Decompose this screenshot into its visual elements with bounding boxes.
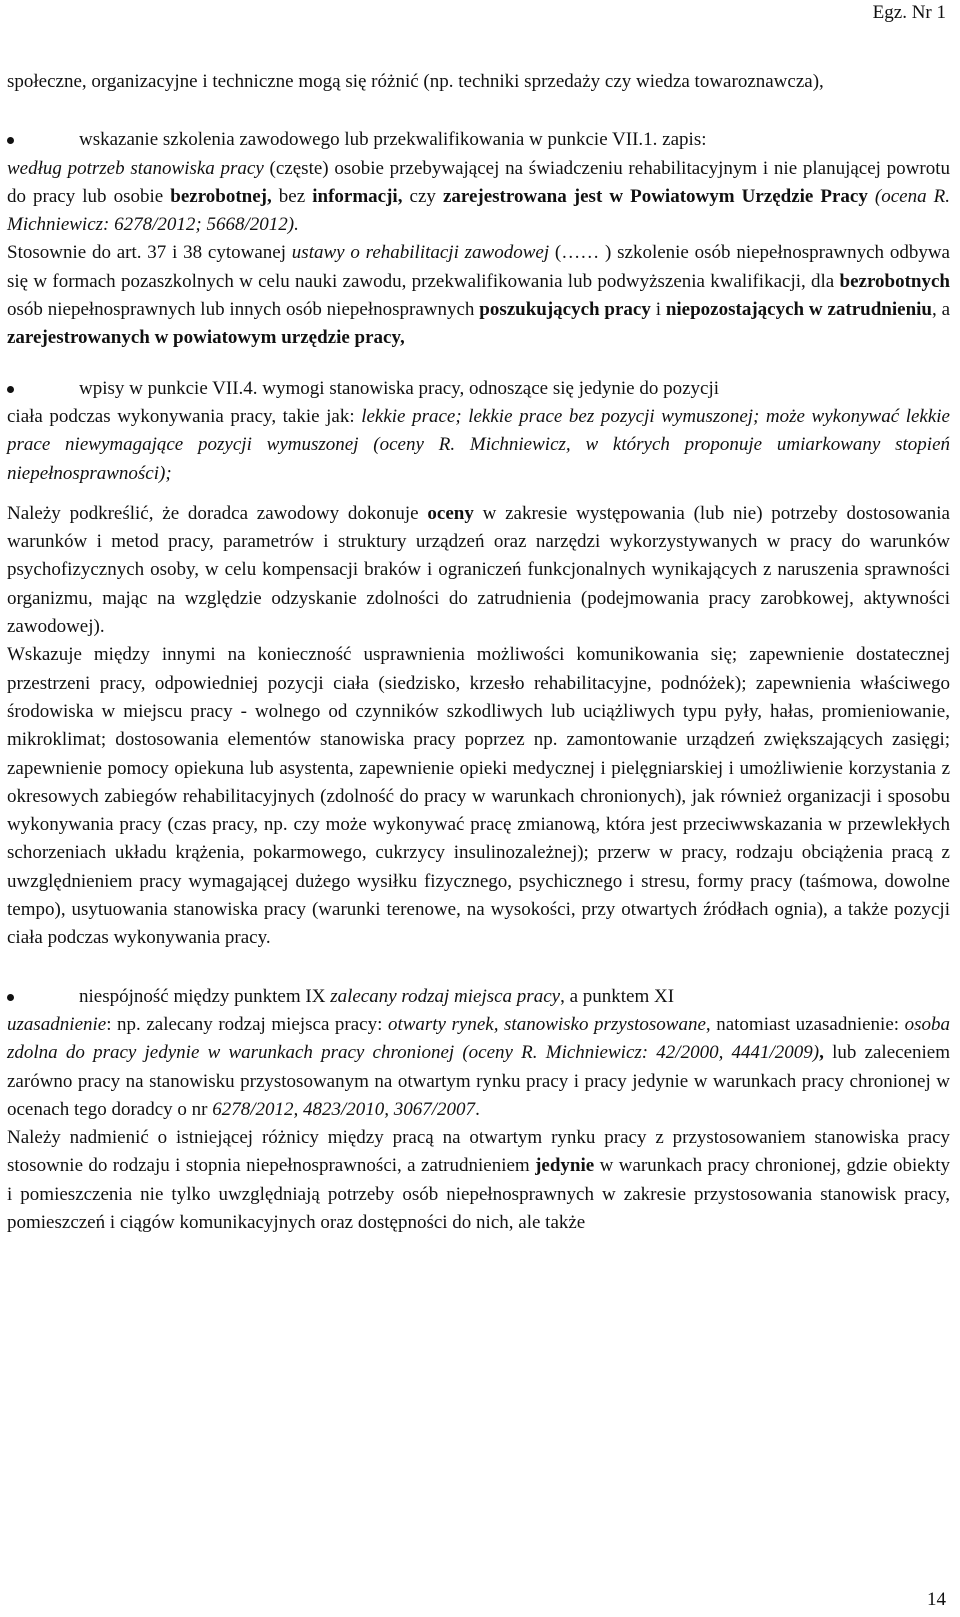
paragraph-indications: Wskazuje między innymi na konieczność usprawnienia możliwości komunikowania się; zapewnienie dostatecznej przestrzeni pracy, odpowiedniej pozycji ciała (siedzisko, krzesło rehabilitacyjne, podnóżek); zapewnienia właściwego środowiska w miejscu pracy - wolnego od czynników szkodliwych lub uciążliwych typu pyły, hałas, promieniowanie, mikroklimat; dostosowania elementów stanowiska pracy poprzez np. zamontowanie urządzeń zwiększających zasięgi; zapewnienie pomocy opiekuna lub asystenta, zapewnienie opieki medycznej i pielęgniarskiej i umożliwienie korzystania z okresowych zabiegów rehabilitacyjnych (zdolność do pracy w warunkach chronionych), jak również organizacji i sposobu wykonywania pracy (czas pracy, np. czy może wykonywać pracę zmianową, która jest przeciwwskazania w przewlekłych schorzeniach układu krążenia, pokarmowego, cukrzycy insulinozależnej); przerw w pracy, rodzaju obciążenia pracą z uwzględnieniem pracy wymagającej dużego wysiłku fizycznego, psychicznego i stresu, formy pracy (taśmowa, dowolne tempo), usytuowania stanowiska pracy (warunki terenowe, na wysokości, przy otwartych źródłach ognia), a także pozycji ciała podczas wykonywania pracy. [7, 644, 950, 949]
bullet-item-requirements: wpisy w punkcie VII.4. wymogi stanowiska pracy, odnoszące się jedynie do pozycji [7, 375, 950, 403]
paragraph-assessment: Należy podkreślić, że doradca zawodowy dokonuje oceny w zakresie występowania (lub nie) potrzeby dostosowania warunków i metod pracy, parametrów i struktury urządzeń oraz narzędzi wykorzystywanych w pracy do warunków psychofizycznych osoby, w celu kompensacji braków i ograniczeń funkcjonalnych wynikających z naruszenia sprawności organizmu, mając na względzie odzyskanie zdolności do zatrudnienia (podejmowania pracy zarobkowej, aktywności zawodowej). [7, 502, 950, 638]
bullet-icon [7, 137, 14, 144]
paragraph-training-detail: według potrzeb stanowiska pracy (częste) osobie przebywającej na świadczeniu rehabilitacyjnym i nie planującej powrotu do pracy lub osobie bezrobotnej, bez informacji, czy zarejestrowana jest w Powiatowym Urzędzie Pracy (ocena R. Michniewicz: 6278/2012; 5668/2012). [7, 157, 951, 236]
paragraph-article-37: Stosownie do art. 37 i 38 cytowanej ustawy o rehabilitacji zawodowej (…… ) szkolenie osób niepełnosprawnych odbywa się w formach pozaszkolnych w celu nauki zawodu, przekwalifikowania lub podwyższenia kwalifikacji, dla bezrobotnych osób niepełnosprawnych lub innych osób niepełnosprawnych poszukujących pracy i niepozostających w zatrudnieniu, a zarejestrowanych w powiatowym urzędzie pracy, [7, 242, 951, 349]
page-number: 14 [927, 1589, 946, 1610]
paragraph-requirements-detail: ciała podczas wykonywania pracy, takie jak: lekkie prace; lekkie prace bez pozycji wymuszonej; może wykonywać lekkie prace niewymagające pozycji wymuszonej (oceny R. Michniewicz, w których proponuje umiarkowany stopień niepełnosprawności); [7, 405, 950, 484]
bullet-item-inconsistency: niespójność między punktem IX zalecany rodzaj miejsca pracy, a punktem XI [7, 983, 950, 1011]
document-body [7, 68, 950, 1237]
paragraph-continuation: społeczne, organizacyjne i techniczne mogą się różnić (np. techniki sprzedaży czy wiedza towaroznawcza), [7, 71, 824, 92]
document-copy-label: Egz. Nr 1 [872, 2, 946, 23]
bullet-item-training: wskazanie szkolenia zawodowego lub przekwalifikowania w punkcie VII.1. zapis: [7, 126, 950, 154]
bullet-icon [7, 994, 14, 1001]
paragraph-inconsistency-detail: uzasadnienie: np. zalecany rodzaj miejsca pracy: otwarty rynek, stanowisko przystosowane, natomiast uzasadnienie: osoba zdolna do pracy jedynie w warunkach pracy chronionej (oceny R. Michniewicz: 42/2000, 4441/2009), lub zaleceniem zarówno pracy na stanowisku przystosowanym na otwartym rynku pracy i pracy jedynie w warunkach pracy chronionej w ocenach tego doradcy o nr 6278/2012, 4823/2010, 3067/2007. [7, 1013, 951, 1120]
paragraph-open-market: Należy nadmienić o istniejącej różnicy między pracą na otwartym rynku pracy z przystosowaniem stanowiska pracy stosownie do rodzaju i stopnia niepełnosprawności, a zatrudnieniem jedynie w warunkach pracy chronionej, gdzie obiekty i pomieszczenia nie tylko uwzględniają potrzeby osób niepełnosprawnych w zakresie przystosowania stanowisk pracy, pomieszczeń i ciągów komunikacyjnych oraz dostępności do nich, ale także [7, 1127, 950, 1233]
bullet-icon [7, 386, 14, 393]
